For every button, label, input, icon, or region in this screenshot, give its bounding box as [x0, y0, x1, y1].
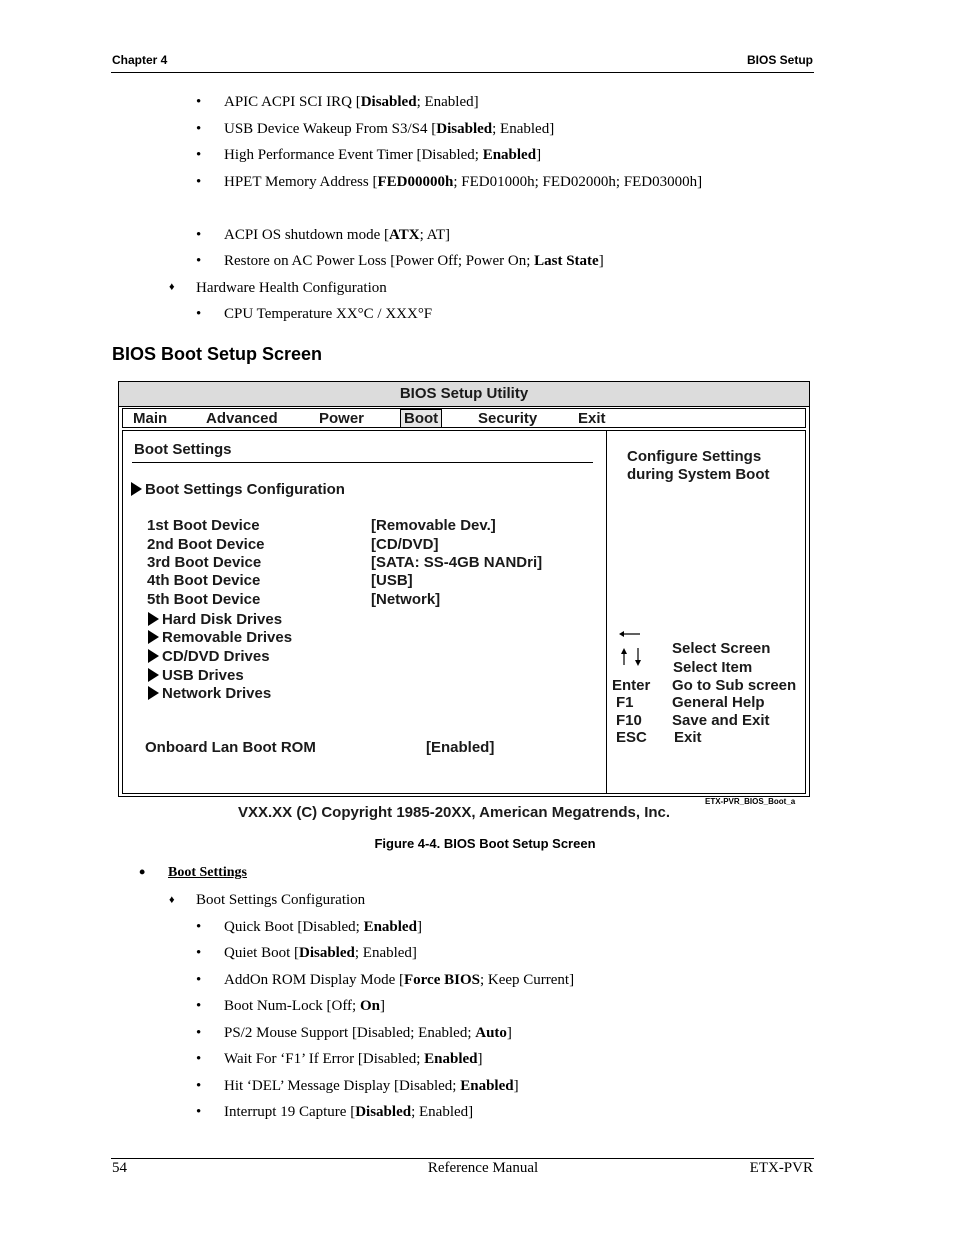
- chapter-label: Chapter 4: [112, 53, 168, 67]
- bios-title-bar: [119, 382, 809, 407]
- list-item: Hit ‘DEL’ Message Display [Disabled; Enabled]: [224, 1078, 519, 1094]
- image-id: ETX-PVR_BIOS_Boot_a: [705, 797, 796, 806]
- navigation-arrows-icon: [618, 629, 644, 669]
- device-value[interactable]: [CD/DVD]: [371, 536, 439, 553]
- submenu-arrow-icon: [148, 668, 159, 682]
- bios-copyright: VXX.XX (C) Copyright 1985-20XX, American Megatrends, Inc.: [238, 804, 671, 821]
- key-label: Enter: [612, 677, 651, 694]
- lan-value[interactable]: [Enabled]: [426, 739, 495, 756]
- list-item: Boot Num-Lock [Off; On]: [224, 998, 385, 1014]
- bios-title: BIOS Setup Utility: [399, 385, 529, 402]
- device-value[interactable]: [USB]: [371, 572, 413, 589]
- menu-exit[interactable]: Exit: [578, 410, 606, 427]
- key-desc: Go to Sub screen: [672, 677, 797, 694]
- submenu-arrow-icon: [148, 612, 159, 626]
- list-item: Quick Boot [Disabled; Enabled]: [224, 919, 422, 935]
- list-item: APIC ACPI SCI IRQ [Disabled; Enabled]: [224, 94, 479, 110]
- menu-advanced[interactable]: Advanced: [206, 410, 278, 427]
- key-label: ESC: [616, 729, 647, 746]
- config-item[interactable]: Boot Settings Configuration: [131, 481, 345, 498]
- footer-title: Reference Manual: [427, 1160, 539, 1176]
- submenu-arrow-icon: [148, 630, 159, 644]
- bullet-icon: •: [139, 862, 146, 882]
- submenu-arrow-icon: [148, 649, 159, 663]
- device-label[interactable]: 4th Boot Device: [147, 572, 261, 589]
- diamond-bullet-icon: ♦: [169, 281, 175, 293]
- help-line: Configure Settings: [627, 448, 762, 465]
- lan-label[interactable]: Onboard Lan Boot ROM: [145, 739, 316, 756]
- section-label: BIOS Setup: [746, 53, 813, 67]
- menu-power[interactable]: Power: [319, 410, 365, 427]
- device-label[interactable]: 1st Boot Device: [147, 517, 260, 534]
- key-label: F10: [616, 712, 642, 729]
- device-label[interactable]: 2nd Boot Device: [147, 536, 265, 553]
- list-item: Wait For ‘F1’ If Error [Disabled; Enabled]: [224, 1051, 483, 1067]
- list-item: HPET Memory Address [FED00000h; FED01000h; FED02000h; FED03000h]: [224, 174, 703, 190]
- submenu-item[interactable]: Hard Disk Drives: [148, 611, 282, 628]
- submenu-item[interactable]: Network Drives: [148, 685, 271, 702]
- menu-security[interactable]: Security: [478, 410, 538, 427]
- menu-main[interactable]: Main: [133, 410, 168, 427]
- key-label: F1: [616, 694, 634, 711]
- page-number: 54: [112, 1160, 127, 1176]
- key-desc: General Help: [672, 694, 765, 711]
- boot-settings-heading: Boot Settings: [168, 865, 247, 880]
- submenu-item[interactable]: CD/DVD Drives: [148, 648, 270, 665]
- boot-settings-sub: Boot Settings Configuration: [196, 892, 366, 908]
- key-desc: Save and Exit: [672, 712, 770, 729]
- list-item: Interrupt 19 Capture [Disabled; Enabled]: [224, 1104, 474, 1120]
- device-label[interactable]: 3rd Boot Device: [147, 554, 262, 571]
- group-title: Boot Settings: [134, 441, 232, 458]
- device-value[interactable]: [Network]: [371, 591, 441, 608]
- submenu-item[interactable]: Removable Drives: [148, 629, 292, 646]
- device-value[interactable]: [SATA: SS-4GB NANDri]: [371, 554, 543, 571]
- list-item: CPU Temperature XX°C / XXX°F: [224, 306, 433, 322]
- submenu-item[interactable]: USB Drives: [148, 667, 244, 684]
- list-item: PS/2 Mouse Support [Disabled; Enabled; Auto]: [224, 1025, 512, 1041]
- list-item: High Performance Event Timer [Disabled; Enabled]: [224, 147, 542, 163]
- key-desc: Select Item: [673, 659, 753, 676]
- list-item: Quiet Boot [Disabled; Enabled]: [224, 945, 417, 961]
- key-desc: Select Screen: [672, 640, 771, 657]
- device-value[interactable]: [Removable Dev.]: [371, 517, 496, 534]
- panel-divider: [606, 430, 607, 794]
- device-label[interactable]: 5th Boot Device: [147, 591, 261, 608]
- footer-product: ETX-PVR: [749, 1160, 813, 1176]
- hw-health-label: Hardware Health Configuration: [196, 280, 387, 296]
- diamond-bullet-icon: ♦: [169, 894, 175, 906]
- figure-caption: Figure 4-4. BIOS Boot Setup Screen: [374, 836, 596, 851]
- bios-screen: [118, 381, 810, 797]
- submenu-arrow-icon: [148, 686, 159, 700]
- menu-boot[interactable]: Boot: [400, 409, 442, 428]
- header-rule: [111, 72, 814, 73]
- group-rule: [132, 462, 593, 463]
- list-item: Restore on AC Power Loss [Power Off; Power On; Last State]: [224, 253, 604, 269]
- key-desc: Exit: [674, 729, 702, 746]
- submenu-arrow-icon: [131, 482, 142, 496]
- section-title: BIOS Boot Setup Screen: [112, 344, 323, 364]
- list-item: AddOn ROM Display Mode [Force BIOS; Keep Current]: [224, 972, 575, 988]
- list-item: ACPI OS shutdown mode [ATX; AT]: [224, 227, 450, 243]
- footer-rule: [111, 1158, 814, 1159]
- help-line: during System Boot: [627, 466, 770, 483]
- list-item: USB Device Wakeup From S3/S4 [Disabled; Enabled]: [224, 121, 555, 137]
